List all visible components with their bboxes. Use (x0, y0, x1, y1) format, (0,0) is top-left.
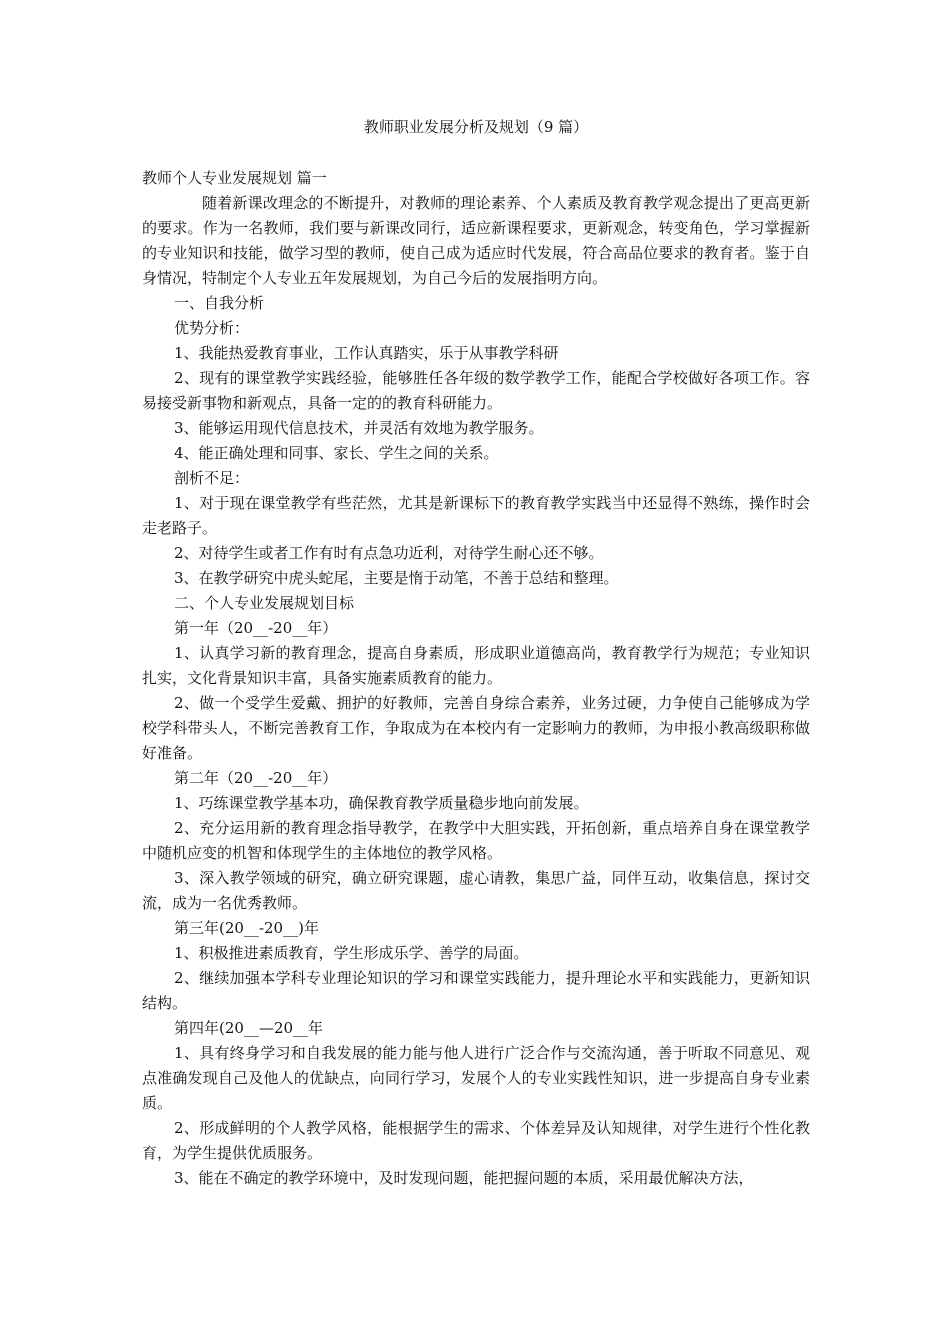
weakness-item: 1、对于现在课堂教学有些茫然，尤其是新课标下的教育教学实践当中还显得不熟练，操作时会走老路子。 (142, 494, 810, 537)
goal-item: 1、巧练课堂教学基本功，确保教育教学质量稳步地向前发展。 (174, 794, 589, 812)
paragraph-intro: 随着新课改理念的不断提升，对教师的理论素养、个人素质及教育教学观念提出了更高更新的要求。作为一名教师，我们要与新课改同行，适应新课程要求，更新观念，转变角色，学习掌握新的专业知识和技能，做学习型的教师，使自己成为适应时代发展，符合高品位要求的教育者。鉴于自身情况，特制定个人专业五年发展规划，为自己今后的发展指明方向。 (142, 194, 810, 287)
goal-item: 2、继续加强本学科专业理论知识的学习和课堂实践能力，提升理论水平和实践能力，更新知识结构。 (142, 969, 810, 1012)
section-title: 教师个人专业发展规划 篇一 (142, 169, 327, 187)
year-heading: 第一年（20__-20__年） (174, 619, 338, 637)
strength-item: 1、我能热爱教育事业，工作认真踏实，乐于从事教学科研 (174, 344, 559, 362)
heading-goals: 二、个人专业发展规划目标 (174, 594, 355, 612)
document-page (142, 116, 810, 1191)
strength-item: 4、能正确处理和同事、家长、学生之间的关系。 (174, 444, 499, 462)
subheading-strengths: 优势分析： (174, 319, 250, 337)
goal-item: 1、具有终身学习和自我发展的能力能与他人进行广泛合作与交流沟通，善于听取不同意见、观点准确发现自己及他人的优缺点，向同行学习，发展个人的专业实践性知识，进一步提高自身专业素质。 (142, 1044, 810, 1112)
year-heading: 第三年(20__-20__)年 (174, 919, 319, 937)
strength-item: 2、现有的课堂教学实践经验，能够胜任各年级的数学教学工作，能配合学校做好各项工作。容易接受新事物和新观点，具备一定的的教育科研能力。 (142, 369, 810, 412)
goal-item: 3、深入教学领域的研究，确立研究课题，虚心请教，集思广益，同伴互动，收集信息，探讨交流，成为一名优秀教师。 (142, 869, 810, 912)
heading-self-analysis: 一、自我分析 (174, 294, 265, 312)
goal-item: 2、形成鲜明的个人教学风格，能根据学生的需求、个体差异及认知规律，对学生进行个性化教育，为学生提供优质服务。 (142, 1119, 810, 1162)
goal-item: 3、能在不确定的教学环境中，及时发现问题，能把握问题的本质，采用最优解决方法， (174, 1169, 754, 1187)
goal-item: 2、做一个受学生爱戴、拥护的好教师，完善自身综合素养，业务过硬，力争使自己能够成为学校学科带头人，不断完善教育工作，争取成为在本校内有一定影响力的教师，为申报小教高级职称做好准备。 (142, 694, 810, 762)
goal-item: 1、认真学习新的教育理念，提高自身素质，形成职业道德高尚，教育教学行为规范；专业知识扎实，文化背景知识丰富，具备实施素质教育的能力。 (142, 644, 810, 687)
year-heading: 第二年（20__-20__年） (174, 769, 338, 787)
subheading-weaknesses: 剖析不足： (174, 469, 250, 487)
goal-item: 2、充分运用新的教育理念指导教学，在教学中大胆实践，开拓创新，重点培养自身在课堂教学中随机应变的机智和体现学生的主体地位的教学风格。 (142, 819, 810, 862)
goal-item: 1、积极推进素质教育，学生形成乐学、善学的局面。 (174, 944, 529, 962)
document-title: 教师职业发展分析及规划（9 篇） (363, 118, 589, 136)
weakness-item: 2、对待学生或者工作有时有点急功近利，对待学生耐心还不够。 (174, 544, 604, 562)
year-heading: 第四年(20__—20__年 (174, 1019, 324, 1037)
strength-item: 3、能够运用现代信息技术，并灵活有效地为教学服务。 (174, 419, 544, 437)
weakness-item: 3、在教学研究中虎头蛇尾，主要是惰于动笔，不善于总结和整理。 (174, 569, 619, 587)
